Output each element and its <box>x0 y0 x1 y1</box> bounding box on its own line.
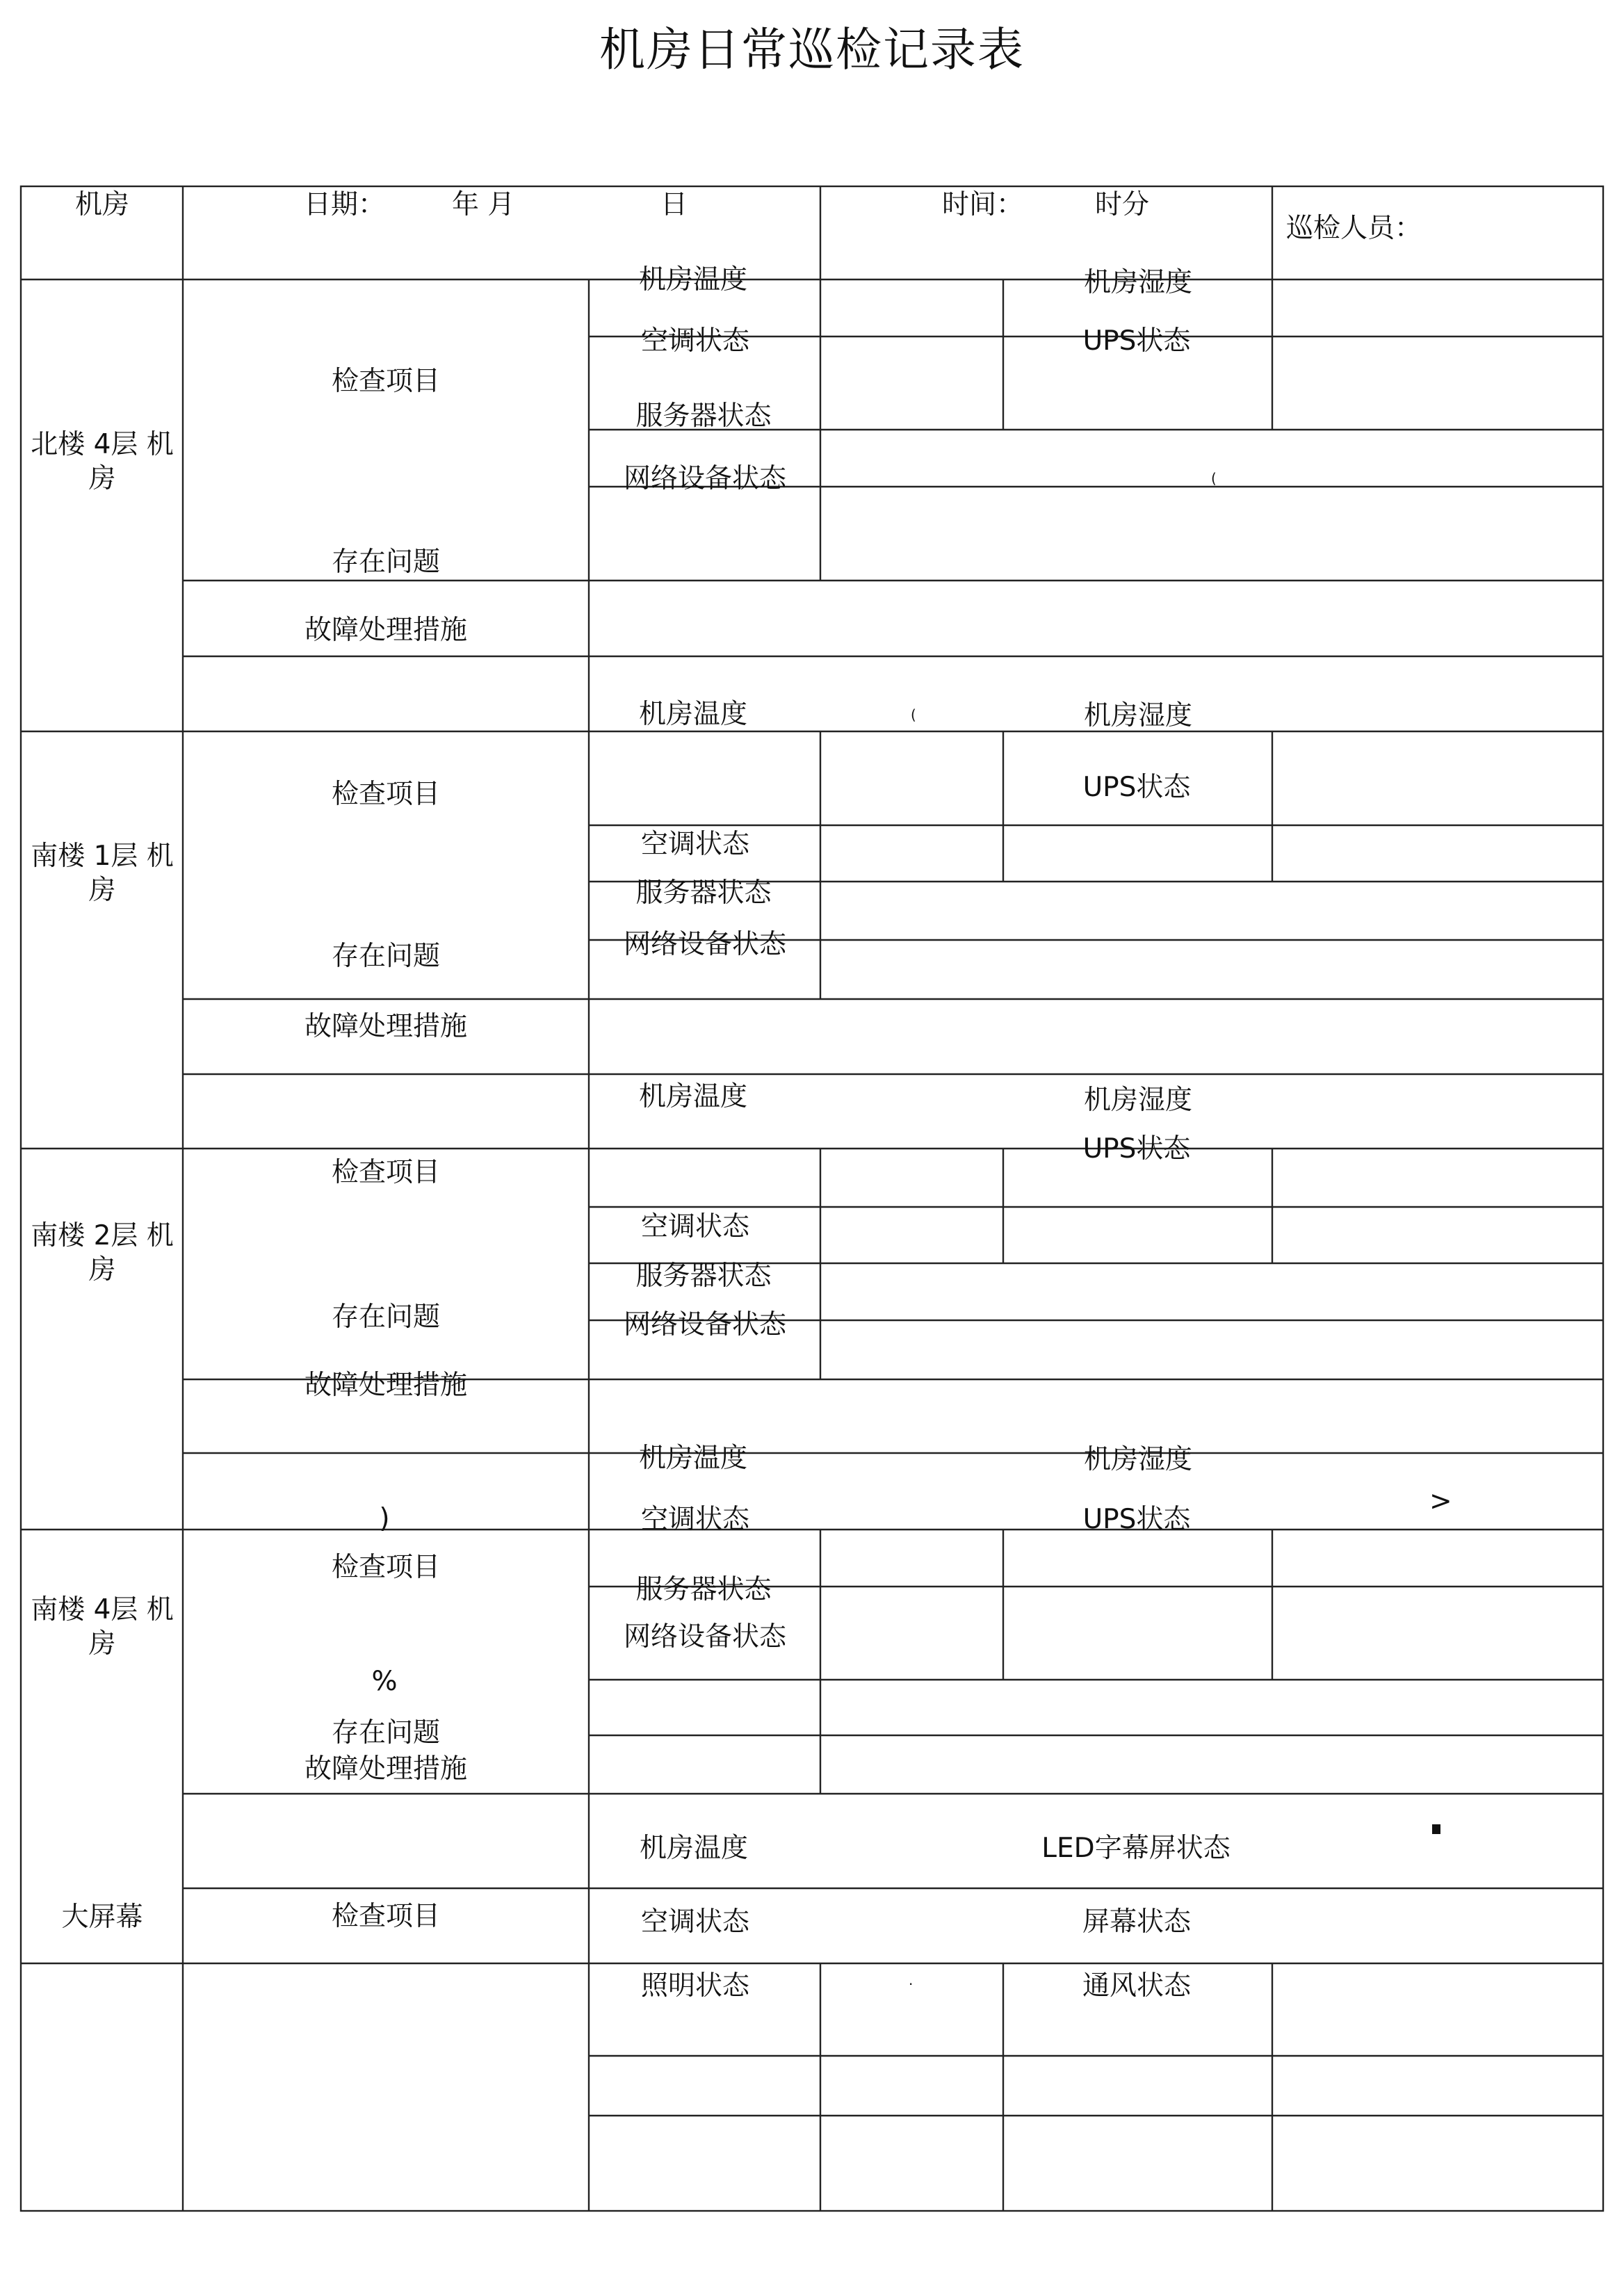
fix-measures-label: 故障处理措施 <box>304 1753 468 1785</box>
section-room-name: 南楼 4层 机房 <box>31 1594 174 1660</box>
room-temperature-label: 机房温度 <box>638 264 748 295</box>
issues-label: 存在问题 <box>331 546 441 578</box>
section-room-name: 大屏幕 <box>61 1901 143 1933</box>
ac-status-label: 空调状态 <box>640 325 750 357</box>
section-room-name: 北楼 4层 机房 <box>31 429 174 494</box>
room-humidity-label: 机房湿度 <box>1083 267 1193 298</box>
header-time-label: 时间： <box>942 189 1024 220</box>
fix-measures-label: 故障处理措施 <box>304 1370 468 1401</box>
network-status-label: 网络设备状态 <box>623 463 787 494</box>
room-temperature-label: 机房温度 <box>638 1081 748 1112</box>
network-status-label: 网络设备状态 <box>623 929 787 960</box>
ac-status-label: 空调状态 <box>640 1211 750 1242</box>
server-status-label: 服务器状态 <box>635 877 772 909</box>
issues-label: 存在问题 <box>331 1301 441 1333</box>
room-temperature-label: 机房温度 <box>639 1833 749 1864</box>
server-status-label: 服务器状态 <box>635 400 772 432</box>
header-date-label: 日期： <box>304 189 386 220</box>
issues-label: 存在问题 <box>331 941 441 972</box>
issues-label: 存在问题 <box>331 1717 441 1749</box>
network-status-label: 网络设备状态 <box>623 1309 787 1340</box>
header-inspector-label: 巡检人员： <box>1286 213 1422 244</box>
stray-mark: · <box>909 1976 914 1993</box>
stray-mark: % <box>371 1666 398 1697</box>
fix-measures-label: 故障处理措施 <box>304 1011 468 1042</box>
ups-status-label: UPS状态 <box>1082 1133 1191 1165</box>
stray-mark: ( <box>911 706 916 723</box>
ups-status-label: UPS状态 <box>1082 325 1191 357</box>
room-temperature-label: 机房温度 <box>638 699 748 730</box>
ac-status-label: 空调状态 <box>640 1504 750 1535</box>
header-room-label: 机房 <box>74 189 130 220</box>
room-humidity-label: 机房湿度 <box>1083 700 1193 731</box>
room-humidity-label: 机房湿度 <box>1083 1444 1193 1475</box>
room-humidity-label: 机房湿度 <box>1083 1085 1193 1116</box>
check-item-label: 检查项目 <box>331 1552 441 1583</box>
stray-mark-square <box>1432 1824 1440 1834</box>
fix-measures-label: 故障处理措施 <box>304 615 468 646</box>
ups-status-label: UPS状态 <box>1082 1504 1191 1535</box>
ventilation-status-label: 通风状态 <box>1082 1970 1192 2002</box>
lighting-status-label: 照明状态 <box>640 1970 750 2002</box>
section-room-name: 南楼 2层 机房 <box>31 1220 174 1286</box>
header-day-label: 日 <box>660 189 688 220</box>
server-status-label: 服务器状态 <box>635 1260 772 1292</box>
section-room-name: 南楼 1层 机房 <box>31 841 174 906</box>
form-title: 机房日常巡检记录表 <box>599 23 1025 76</box>
screen-status-label: 屏幕状态 <box>1082 1906 1192 1938</box>
ups-status-label: UPS状态 <box>1082 772 1191 803</box>
ac-status-label: 空调状态 <box>640 1906 750 1938</box>
check-item-label: 检查项目 <box>331 779 441 810</box>
check-item-label: 检查项目 <box>331 366 441 397</box>
header-hour-minute-label: 时分 <box>1095 189 1150 220</box>
stray-mark: ( <box>1211 470 1217 487</box>
server-status-label: 服务器状态 <box>635 1574 772 1605</box>
led-screen-status-label: LED字幕屏状态 <box>1041 1833 1231 1864</box>
ac-status-label: 空调状态 <box>640 829 750 860</box>
room-temperature-label: 机房温度 <box>638 1443 748 1474</box>
stray-mark: ) <box>379 1503 390 1534</box>
check-item-label: 检查项目 <box>331 1157 441 1188</box>
network-status-label: 网络设备状态 <box>623 1621 787 1653</box>
header-year-month-label: 年 月 <box>452 189 515 220</box>
stray-mark: > <box>1429 1486 1452 1517</box>
check-item-label: 检查项目 <box>331 1901 441 1932</box>
